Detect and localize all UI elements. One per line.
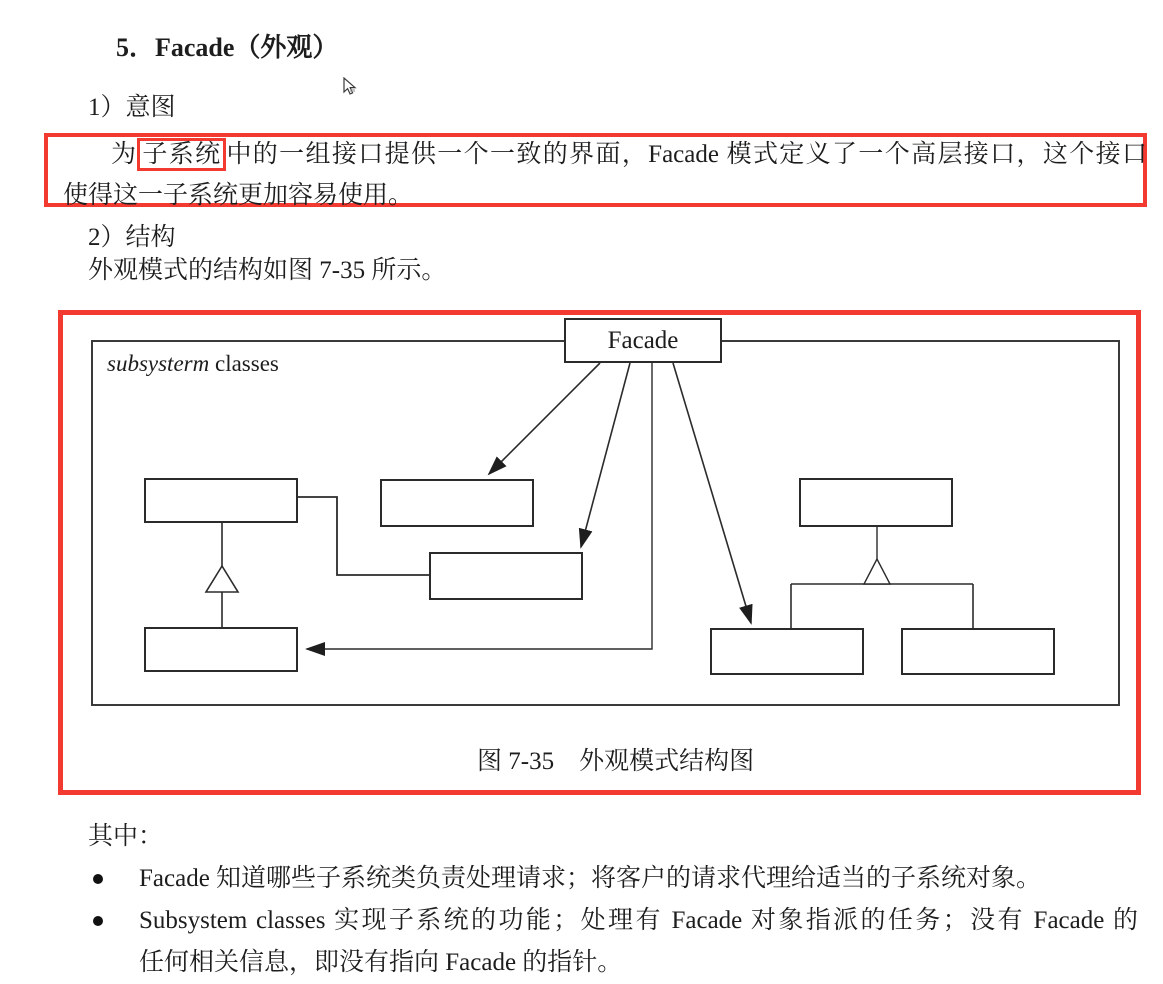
intent-highlight-box: 子系统 xyxy=(137,138,226,171)
notes-heading: 其中： xyxy=(88,823,164,850)
note-bullet-2-line1: Subsystem classes 实现子系统的功能；处理有 Facade 对象指派的任务；没有 Facade 的 xyxy=(139,907,1138,934)
intent-line1-prefix: 为 xyxy=(111,141,138,168)
subsystem-label-italic: subsysterm xyxy=(107,351,210,376)
subsystem-class-box-f xyxy=(710,628,864,675)
intent-paragraph-line1 xyxy=(63,138,1147,172)
section-title: 5．Facade（外观） xyxy=(116,33,339,62)
intent-line1-rest: 中的一组接口提供一个一致的界面，Facade 模式定义了一个高层接口，这个接口 xyxy=(226,141,1147,168)
structure-heading: 2）结构 xyxy=(88,224,176,251)
subsystem-classes-label xyxy=(107,351,279,377)
intent-paragraph-line2: 使得这一子系统更加容易使用。 xyxy=(63,182,414,209)
facade-class-box xyxy=(564,318,722,363)
mouse-cursor-icon xyxy=(342,77,358,97)
facade-label: Facade xyxy=(607,326,679,354)
intent-heading: 1）意图 xyxy=(88,94,176,121)
bullet-icon xyxy=(93,916,103,926)
note-bullet-2-line2: 任何相关信息，即没有指向 Facade 的指针。 xyxy=(139,949,623,976)
note-bullet-1: Facade 知道哪些子系统类负责处理请求；将客户的请求代理给适当的子系统对象。 xyxy=(139,865,1042,892)
subsystem-class-box-e xyxy=(799,478,953,527)
subsystem-class-box-b xyxy=(380,479,534,527)
subsystem-label-rest: classes xyxy=(209,351,279,376)
structure-intro: 外观模式的结构如图 7-35 所示。 xyxy=(88,257,447,284)
figure-caption: 图 7-35 外观模式结构图 xyxy=(477,748,755,775)
subsystem-class-box-d xyxy=(144,627,298,672)
subsystem-class-box-a xyxy=(144,478,298,523)
bullet-icon xyxy=(93,874,103,884)
subsystem-class-box-g xyxy=(901,628,1055,675)
subsystem-class-box-c xyxy=(429,552,583,600)
